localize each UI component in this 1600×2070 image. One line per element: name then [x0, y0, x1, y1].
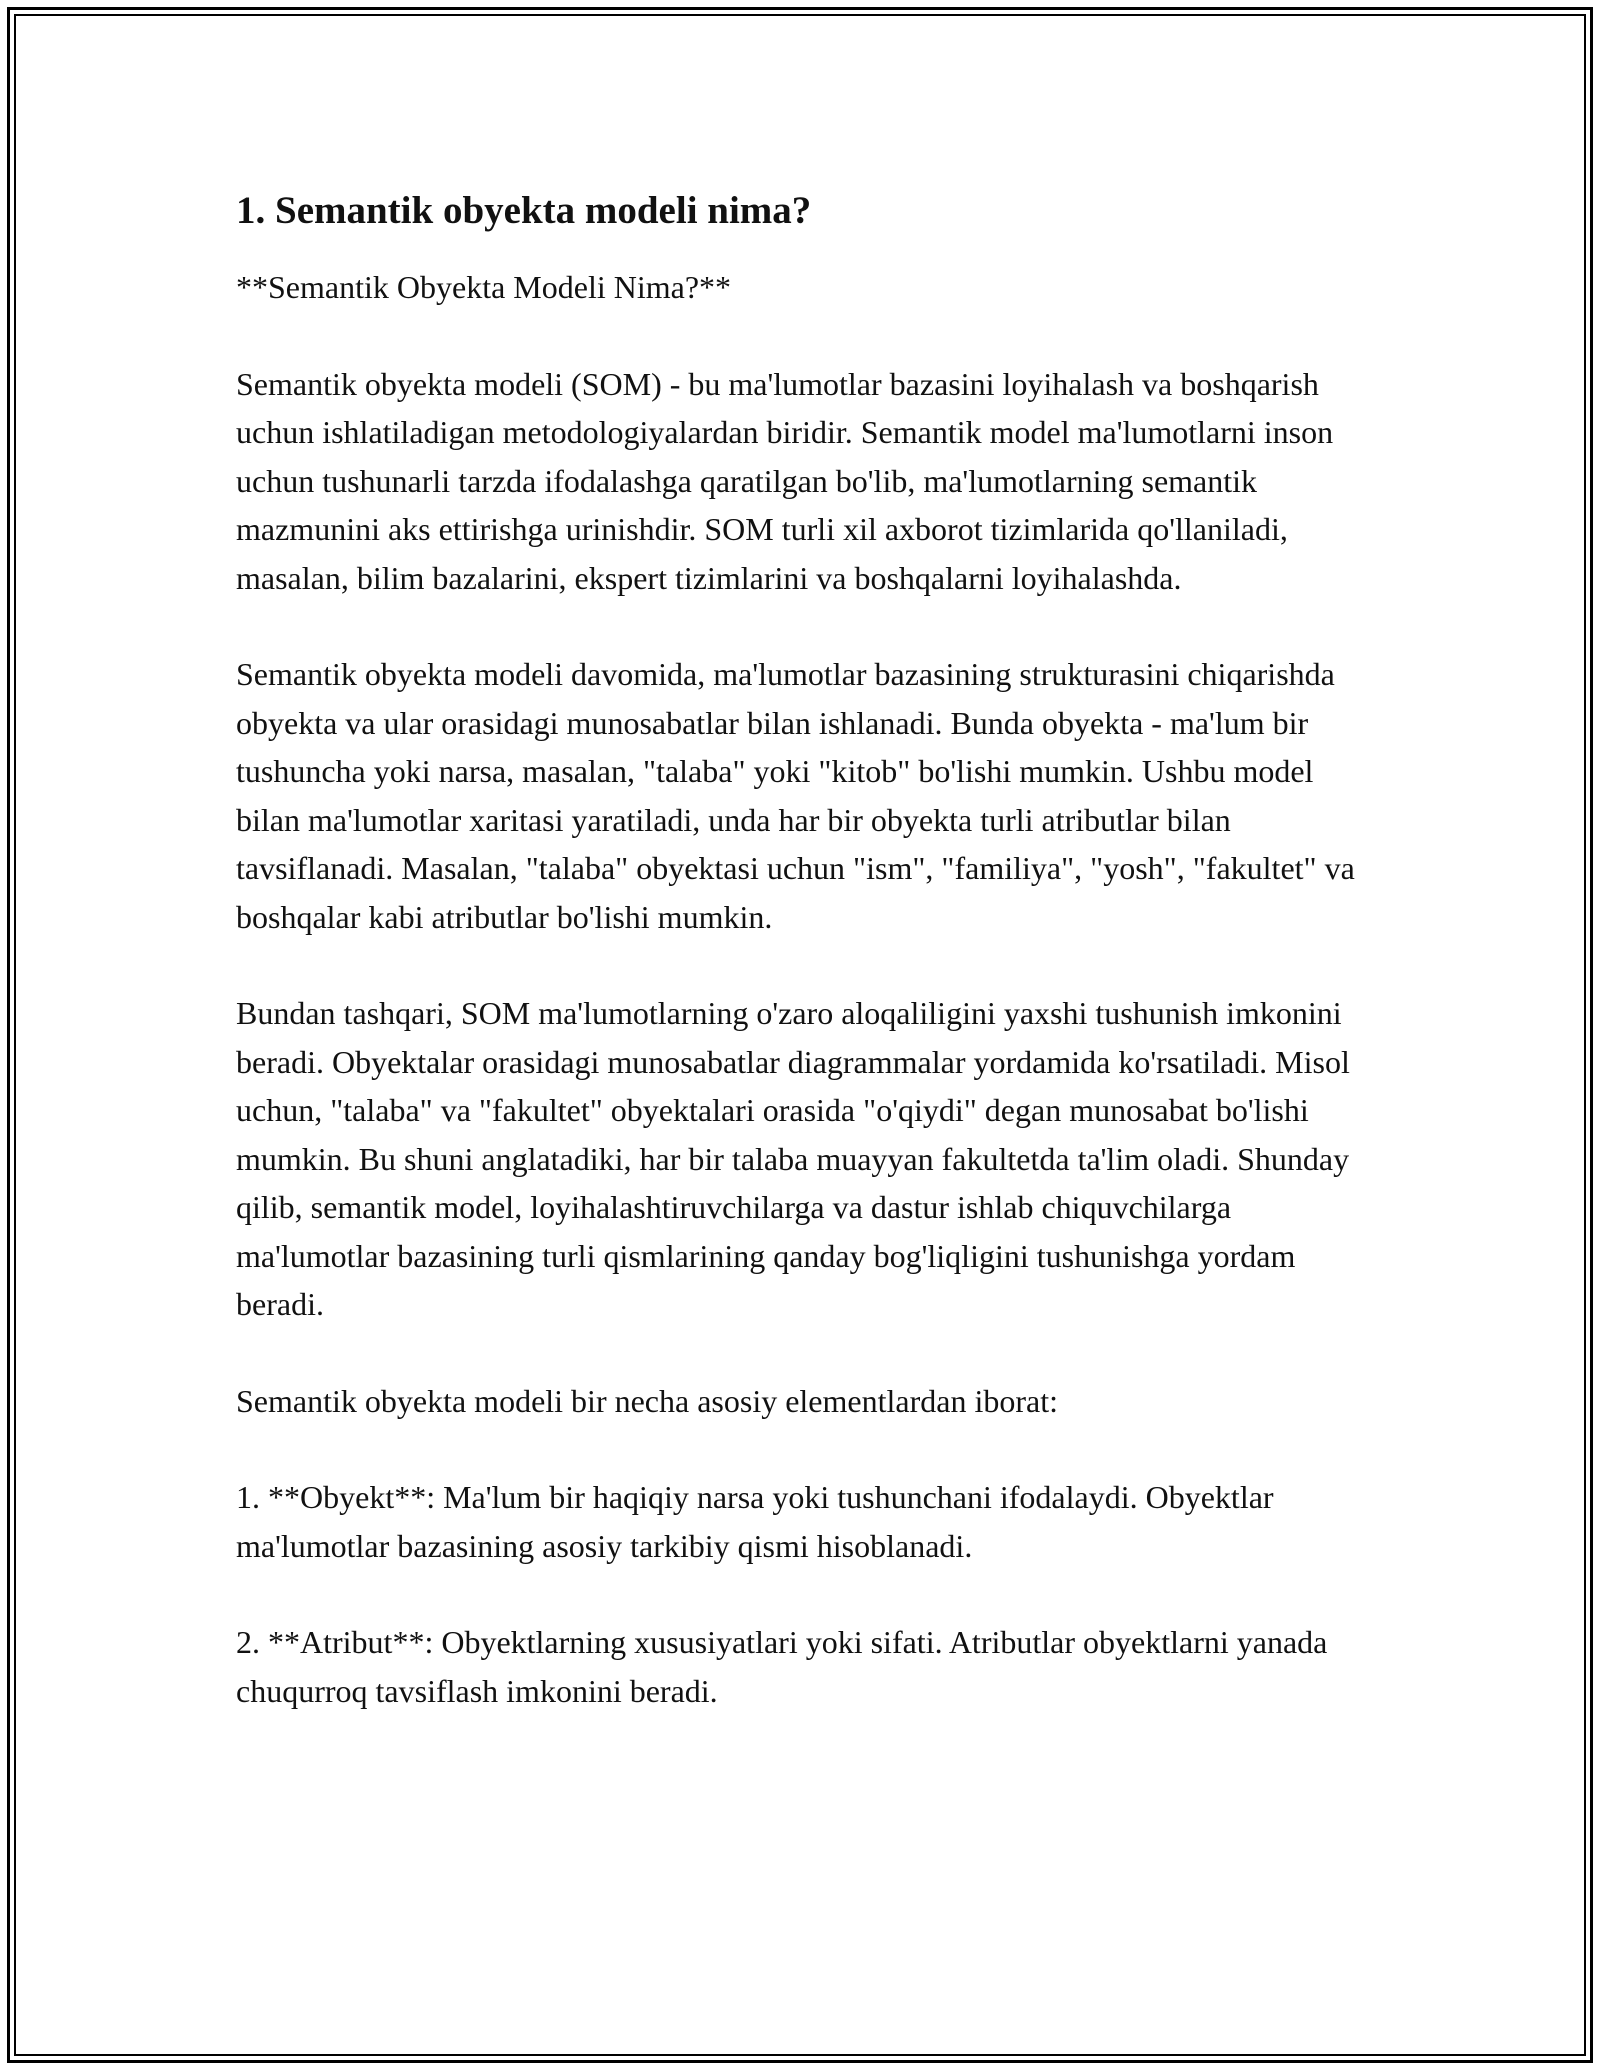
document-body — [236, 186, 1376, 1763]
paragraph-relations: Bundan tashqari, SOM ma'lumotlarning o'zaro aloqaliligini yaxshi tushunish imkonini beradi. Obyektalar orasidagi munosabatlar diagrammalar yordamida ko'rsatiladi. Misol uchun, "talaba" va "fakultet" obyektalari orasida "o'qiydi" degan munosabat bo'lishi mumkin. Bu shuni anglatadiki, har bir talaba muayyan fakultetda ta'lim oladi. Shunday qilib, semantik model, loyihalashtiruvchilarga va dastur ishlab chiquvchilarga ma'lumotlar bazasining turli qismlarining qanday bog'liqligini tushunishga yordam beradi. — [236, 995, 1350, 1322]
list-item-object: 1. **Obyekt**: Ma'lum bir haqiqiy narsa yoki tushunchani ifodalaydi. Obyektlar ma'lumotlar bazasining asosiy tarkibiy qismi hisoblanadi. — [236, 1479, 1274, 1564]
list-item-attribute: 2. **Atribut**: Obyektlarning xususiyatlari yoki sifati. Atributlar obyektlarni yanada chuqurroq tavsiflash imkonini beradi. — [236, 1624, 1328, 1709]
paragraph-intro: Semantik obyekta modeli (SOM) - bu ma'lumotlar bazasini loyihalash va boshqarish uchun ishlatiladigan metodologiyalardan biridir. Semantik model ma'lumotlarni inson uchun tushunarli tarzda ifodalashga qaratilgan bo'lib, ma'lumotlarning semantik mazmunini aks ettirishga urinishdir. SOM turli xil axborot tizimlarida qo'llaniladi, masalan, bilim bazalarini, ekspert tizimlarini va boshqalarni loyihalashda. — [236, 365, 1334, 596]
paragraph-objects: Semantik obyekta modeli davomida, ma'lumotlar bazasining strukturasini chiqarishda obyekta va ular orasidagi munosabatlar bilan ishlanadi. Bunda obyekta - ma'lum bir tushuncha yoki narsa, masalan, "talaba" yoki "kitob" bo'lishi mumkin. Ushbu model bilan ma'lumotlar xaritasi yaratiladi, unda har bir obyekta turli atributlar bilan tavsiflanadi. Masalan, "talaba" obyektasi uchun "ism", "familiya", "yosh", "fakultet" va boshqalar kabi atributlar bo'lishi mumkin. — [236, 656, 1355, 935]
document-title: 1. Semantik obyekta modeli nima? — [236, 189, 812, 232]
paragraph-elements-intro: Semantik obyekta modeli bir necha asosiy elementlardan iborat: — [236, 1382, 1058, 1419]
subheading-paragraph: **Semantik Obyekta Modeli Nima?** — [236, 269, 732, 305]
